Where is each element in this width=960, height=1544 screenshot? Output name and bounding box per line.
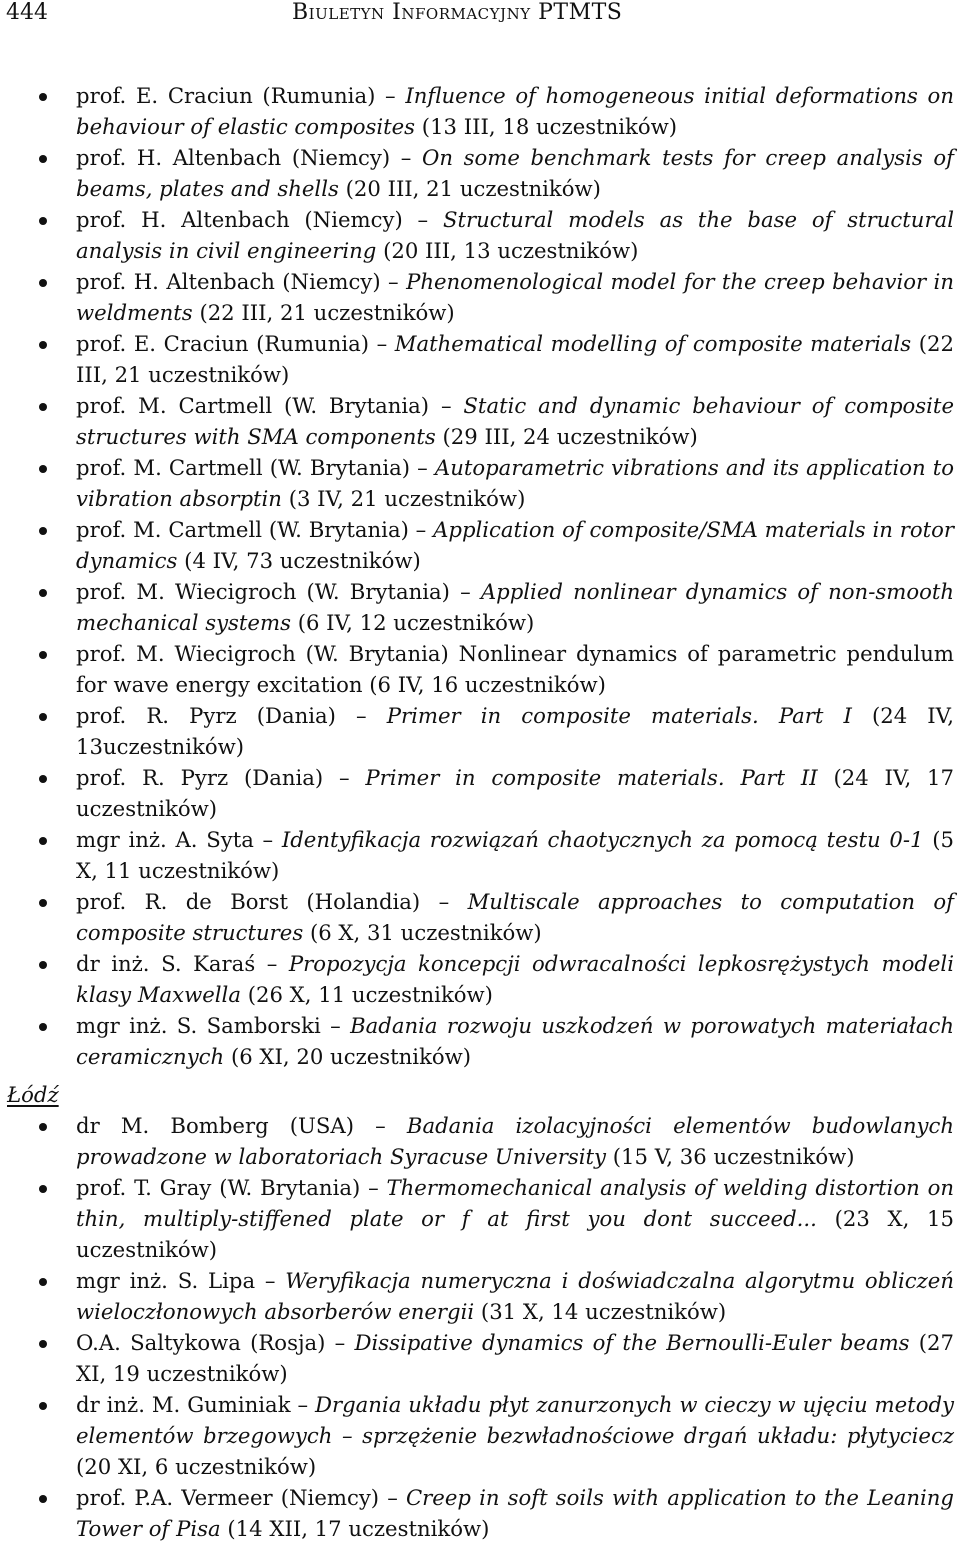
list-item: prof. M. Cartmell (W. Brytania) – Application of composite/SMA materials in rotor dynamics (4 IV, 73 uczestników) <box>0 514 960 576</box>
list-item: prof. R. de Borst (Holandia) – Multiscale approaches to computation of composite structures (6 X, 31 uczestników) <box>0 886 960 948</box>
lecture-author: prof. H. Altenbach (Niemcy) <box>76 269 381 294</box>
list-item: prof. E. Craciun (Rumunia) – Influence of homogeneous initial deformations on behaviour of elastic composites (13 III, 18 uczestników) <box>0 80 960 142</box>
lecture-author: prof. R. Pyrz (Dania) <box>76 703 336 728</box>
lecture-title: Multiscale approaches to computation of composite structures <box>76 889 954 945</box>
lecture-author: dr inż. S. Karaś <box>76 951 256 976</box>
list-item: prof. P.A. Vermeer (Niemcy) – Creep in soft soils with application to the Leaning Tower of Pisa (14 XII, 17 uczestników) <box>0 1482 960 1544</box>
list-item: prof. R. Pyrz (Dania) – Primer in composite materials. Part II (24 IV, 17 uczestników) <box>0 762 960 824</box>
bullet-icon <box>39 279 47 287</box>
lecture-author: mgr inż. S. Lipa <box>76 1268 256 1293</box>
lecture-list <box>0 80 960 1072</box>
lecture-author: prof. E. Craciun (Rumunia) <box>76 331 370 356</box>
bullet-icon <box>39 93 47 101</box>
lecture-title: Dissipative dynamics of the Bernoulli-Euler beams <box>354 1330 910 1355</box>
lecture-title: Primer in composite materials. Part II <box>365 765 818 790</box>
bullet-icon <box>39 527 47 535</box>
page-header <box>6 0 946 28</box>
bullet-icon <box>39 651 47 659</box>
bullet-icon <box>39 1123 47 1131</box>
lecture-title: Mathematical modelling of composite materials <box>394 331 912 356</box>
lecture-author: prof. H. Altenbach (Niemcy) <box>76 145 391 170</box>
lecture-details: (31 X, 14 uczestników) <box>480 1299 727 1324</box>
bullet-icon <box>39 465 47 473</box>
lecture-author: mgr inż. S. Samborski <box>76 1013 321 1038</box>
page-number: 444 <box>6 0 48 25</box>
lecture-details: (24 IV, 13uczestników) <box>76 703 954 759</box>
bullet-icon <box>39 589 47 597</box>
lecture-title: Application of composite/SMA materials in rotor dynamics <box>76 517 954 573</box>
bullet-icon <box>39 899 47 907</box>
lecture-author: prof. M. Cartmell (W. Brytania) <box>76 517 409 542</box>
lecture-details: (6 IV, 12 uczestników) <box>297 610 535 635</box>
list-item <box>0 638 960 700</box>
lecture-title: Thermomechanical analysis of welding distortion on thin, multiply-stiffened plate or f at first you dont succeed... <box>76 1175 954 1231</box>
lecture-title: Applied nonlinear dynamics of non-smooth mechanical systems <box>76 579 954 635</box>
list-item: dr M. Bomberg (USA) – Badania izolacyjności elementów budowlanych prowadzone w laboratoriach Syracuse University (15 V, 36 uczestników) <box>0 1110 960 1172</box>
bullet-icon <box>39 961 47 969</box>
lecture-details: (27 XI, 19 uczestników) <box>76 1330 954 1386</box>
bullet-icon <box>39 1340 47 1348</box>
lecture-title: Static and dynamic behaviour of composite structures with SMA components <box>76 393 954 449</box>
lecture-details: (20 III, 21 uczestników) <box>345 176 601 201</box>
lecture-details: (22 III, 21 uczestników) <box>199 300 455 325</box>
lecture-details: (14 XII, 17 uczestników) <box>227 1516 490 1541</box>
lecture-details: (23 X, 15 uczestników) <box>76 1206 954 1262</box>
lecture-title: Autoparametric vibrations and its application to vibration absorptin <box>76 455 955 511</box>
lecture-details: (20 III, 13 uczestników) <box>383 238 639 263</box>
bullet-icon <box>39 775 47 783</box>
list-item: prof. E. Craciun (Rumunia) – Mathematical modelling of composite materials (22 III, 21 uczestników) <box>0 328 960 390</box>
lecture-details: (24 IV, 17 uczestników) <box>76 765 954 821</box>
lecture-author: dr inż. M. Guminiak <box>76 1392 291 1417</box>
bullet-icon <box>39 217 47 225</box>
lecture-title: Weryfikacja numeryczna i doświadczalna algorytmu obliczeń wieloczłonowych absorberów energii <box>76 1268 954 1324</box>
bullet-icon <box>39 713 47 721</box>
lecture-author: prof. R. de Borst (Holandia) <box>76 889 421 914</box>
list-item: prof. R. Pyrz (Dania) – Primer in composite materials. Part I (24 IV, 13uczestników) <box>0 700 960 762</box>
lecture-title: Propozycja koncepcji odwracalności lepkosrężystych modeli klasy Maxwella <box>76 951 954 1007</box>
lecture-title: Primer in composite materials. Part I <box>386 703 852 728</box>
lecture-details: (4 IV, 73 uczestników) <box>184 548 421 573</box>
bullet-icon <box>39 341 47 349</box>
lecture-details: (20 XI, 6 uczestników) <box>76 1454 317 1479</box>
list-item: mgr inż. S. Lipa – Weryfikacja numeryczna i doświadczalna algorytmu obliczeń wieloczłonowych absorberów energii (31 X, 14 uczestników) <box>0 1265 960 1327</box>
lecture-details: Nonlinear dynamics of parametric pendulum for wave energy excitation (6 IV, 16 uczestników) <box>76 641 954 697</box>
list-item: mgr inż. S. Samborski – Badania rozwoju uszkodzeń w porowatych materiałach ceramicznych (6 XI, 20 uczestników) <box>0 1010 960 1072</box>
lecture-title: Influence of homogeneous initial deformations on behaviour of elastic composites <box>76 83 954 139</box>
lecture-title: Badania rozwoju uszkodzeń w porowatych materiałach ceramicznych <box>76 1013 954 1069</box>
list-item: dr inż. S. Karaś – Propozycja koncepcji odwracalności lepkosrężystych modeli klasy Maxwella (26 X, 11 uczestników) <box>0 948 960 1010</box>
lecture-title: Creep in soft soils with application to the Leaning Tower of Pisa <box>76 1485 954 1541</box>
bullet-icon <box>39 403 47 411</box>
lecture-author: prof. M. Cartmell (W. Brytania) <box>76 455 411 480</box>
bullet-icon <box>39 1402 47 1410</box>
list-item: mgr inż. A. Syta – Identyfikacja rozwiązań chaotycznych za pomocą testu 0-1 (5 X, 11 uczestników) <box>0 824 960 886</box>
section-heading-lodz: Łódź <box>7 1082 59 1107</box>
list-item: prof. T. Gray (W. Brytania) – Thermomechanical analysis of welding distortion on thin, multiply-stiffened plate or f at first you dont succeed... (23 X, 15 uczestników) <box>0 1172 960 1265</box>
running-title: Biuletyn Informacyjny PTMTS <box>292 0 623 25</box>
lecture-details: (29 III, 24 uczestników) <box>442 424 698 449</box>
lecture-author: prof. M. Cartmell (W. Brytania) <box>76 393 430 418</box>
lecture-author: prof. E. Craciun (Rumunia) <box>76 83 376 108</box>
lecture-author: prof. P.A. Vermeer (Niemcy) <box>76 1485 380 1510</box>
list-item: prof. H. Altenbach (Niemcy) – On some benchmark tests for creep analysis of beams, plates and shells (20 III, 21 uczestników) <box>0 142 960 204</box>
lecture-details: (6 X, 31 uczestników) <box>309 920 542 945</box>
lecture-author: prof. T. Gray (W. Brytania) <box>76 1175 361 1200</box>
list-item: O.A. Saltykowa (Rosja) – Dissipative dynamics of the Bernoulli-Euler beams (27 XI, 19 uczestników) <box>0 1327 960 1389</box>
bullet-icon <box>39 1185 47 1193</box>
list-item: prof. M. Cartmell (W. Brytania) – Static and dynamic behaviour of composite structures with SMA components (29 III, 24 uczestników) <box>0 390 960 452</box>
list-item: prof. H. Altenbach (Niemcy) – Phenomenological model for the creep behavior in weldments (22 III, 21 uczestników) <box>0 266 960 328</box>
lecture-details: (15 V, 36 uczestników) <box>612 1144 855 1169</box>
lecture-details: (3 IV, 21 uczestników) <box>288 486 526 511</box>
bullet-icon <box>39 1023 47 1031</box>
list-item: prof. M. Cartmell (W. Brytania) – Autoparametric vibrations and its application to vibration absorptin (3 IV, 21 uczestników) <box>0 452 960 514</box>
bullet-icon <box>39 155 47 163</box>
lecture-details: (22 III, 21 uczestników) <box>76 331 954 387</box>
list-item: prof. M. Wiecigroch (W. Brytania) – Applied nonlinear dynamics of non-smooth mechanical systems (6 IV, 12 uczestników) <box>0 576 960 638</box>
bullet-icon <box>39 1495 47 1503</box>
lecture-author: prof. H. Altenbach (Niemcy) <box>76 207 403 232</box>
lecture-title: Phenomenological model for the creep behavior in weldments <box>76 269 954 325</box>
lecture-author: prof. M. Wiecigroch (W. Brytania) <box>76 579 450 604</box>
list-item: dr inż. M. Guminiak – Drgania układu płyt zanurzonych w cieczy w ujęciu metody elementów brzegowych – sprzężenie bezwładnościowe drgań układu: płytyciecz (20 XI, 6 uczestników) <box>0 1389 960 1482</box>
lecture-title: On some benchmark tests for creep analysis of beams, plates and shells <box>76 145 954 201</box>
lecture-details: (6 XI, 20 uczestników) <box>230 1044 472 1069</box>
lecture-list-lodz <box>0 1110 960 1544</box>
lecture-details: (13 III, 18 uczestników) <box>421 114 678 139</box>
lecture-author: prof. R. Pyrz (Dania) <box>76 765 324 790</box>
lecture-author: dr M. Bomberg (USA) <box>76 1113 354 1138</box>
lecture-details: (5 X, 11 uczestników) <box>76 827 954 883</box>
lecture-title: Structural models as the base of structural analysis in civil engineering <box>76 207 954 263</box>
lecture-author: mgr inż. A. Syta <box>76 827 254 852</box>
bullet-icon <box>39 837 47 845</box>
lecture-author: prof. M. Wiecigroch (W. Brytania) <box>76 641 449 666</box>
lecture-details: (26 X, 11 uczestników) <box>247 982 493 1007</box>
lecture-title: Identyfikacja rozwiązań chaotycznych za pomocą testu 0-1 <box>281 827 924 852</box>
list-item: prof. H. Altenbach (Niemcy) – Structural models as the base of structural analysis in civil engineering (20 III, 13 uczestników) <box>0 204 960 266</box>
lecture-title: Drgania układu płyt zanurzonych w cieczy w ujęciu metody elementów brzegowych – sprzężenie bezwładnościowe drgań układu: płytyciecz <box>76 1392 954 1448</box>
lecture-title: Badania izolacyjności elementów budowlanych prowadzone w laboratoriach Syracuse University <box>76 1113 954 1169</box>
lecture-author: O.A. Saltykowa (Rosja) <box>76 1330 326 1355</box>
bullet-icon <box>39 1278 47 1286</box>
